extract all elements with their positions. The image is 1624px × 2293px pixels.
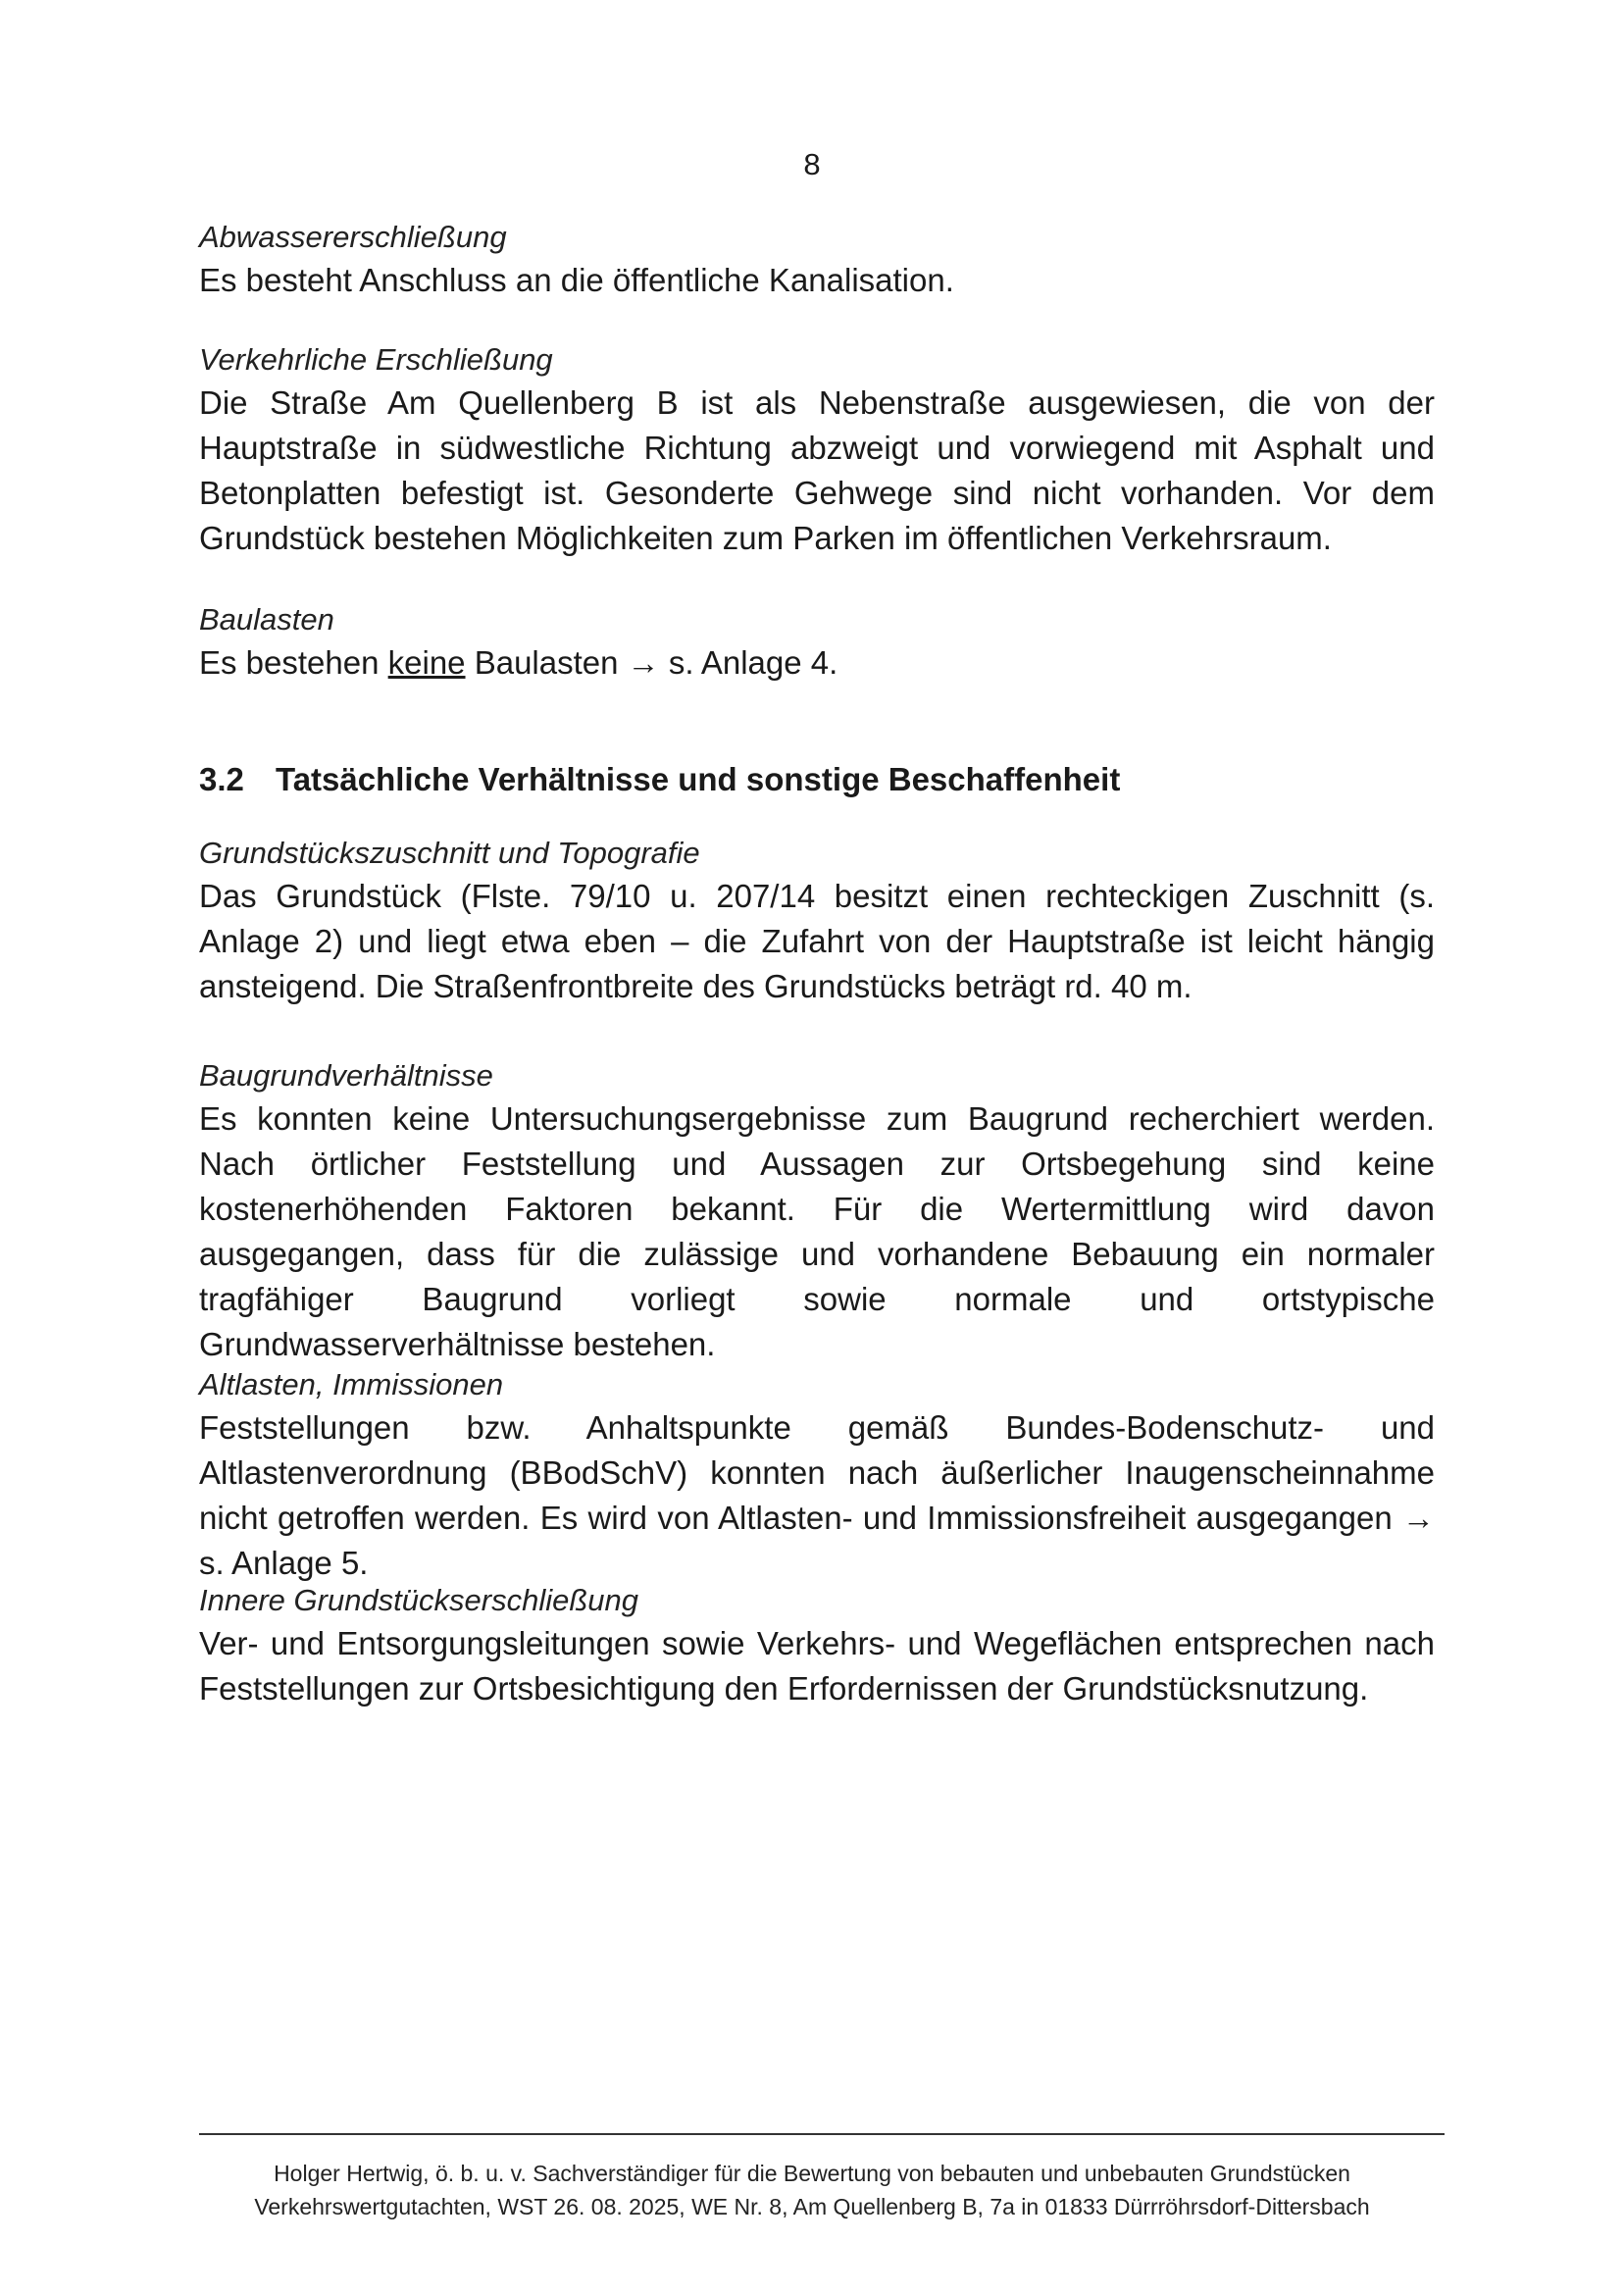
paragraph-verkehr: Die Straße Am Quellenberg B ist als Nebenstraße ausgewiesen, die von der Hauptstraße in südwestliche Richtung abzweigt und vorwiegend mit Asphalt und Betonplatten befestigt ist. Gesonderte Gehwege sind nicht vorhanden. Vor dem Grundstück bestehen Möglichkeiten zum Parken im öffentlichen Verkehrsraum.: [199, 384, 1435, 556]
footer-line-2: Verkehrswertgutachten, WST 26. 08. 2025, WE Nr. 8, Am Quellenberg B, 7a in 01833 Dürrröhrsdorf-Dittersbach: [254, 2194, 1370, 2219]
section-title: Tatsächliche Verhältnisse und sonstige Beschaffenheit: [276, 761, 1121, 797]
baulasten-underlined-word: keine: [387, 644, 466, 681]
paragraph-altlasten: Feststellungen bzw. Anhaltspunkte gemäß Bundes-Bodenschutz- und Altlastenverordnung (BBodSchV) konnten nach äußerlicher Inaugenscheinnahme nicht getroffen werden. Es wird von Altlasten- und Immissionsfreiheit ausgegangen → s. Anlage 5.: [199, 1409, 1435, 1581]
baulasten-text-after: Baulasten → s. Anlage 4.: [465, 644, 838, 681]
section-3-2-heading: [199, 760, 1435, 799]
subheading-abwasser: Abwassererschließung: [199, 220, 507, 254]
footer-divider: [199, 2133, 1445, 2135]
paragraph-grundstueck: Das Grundstück (Flste. 79/10 u. 207/14 besitzt einen rechteckigen Zuschnitt (s. Anlage 2) und liegt etwa eben – die Zufahrt von der Hauptstraße ist leicht hängig ansteigend. Die Straßenfrontbreite des Grundstücks beträgt rd. 40 m.: [199, 878, 1435, 1004]
paragraph-baugrund: Es konnten keine Untersuchungsergebnisse zum Baugrund recherchiert werden. Nach örtlicher Feststellung und Aussagen zur Ortsbegehung sind keine kostenerhöhenden Faktoren bekannt. Für die Wertermittlung wird davon ausgegangen, dass für die zulässige und vorhandene Bebauung ein normaler tragfähiger Baugrund vorliegt sowie normale und ortstypische Grundwasserverhältnisse bestehen.: [199, 1100, 1435, 1362]
footer-line-1: Holger Hertwig, ö. b. u. v. Sachverständiger für die Bewertung von bebauten und unbebauten Grundstücken: [274, 2161, 1350, 2186]
paragraph-baulasten: [199, 640, 1435, 686]
subheading-baugrund: Baugrundverhältnisse: [199, 1058, 493, 1093]
subsection-altlasten: [199, 1366, 1435, 1586]
subheading-innere: Innere Grundstückserschließung: [199, 1583, 639, 1617]
subheading-verkehr: Verkehrliche Erschließung: [199, 342, 553, 377]
subsection-grundstueck: [199, 835, 1435, 1009]
subsection-baugrund: [199, 1057, 1435, 1367]
section-baulasten: [199, 601, 1435, 686]
section-verkehr: [199, 341, 1435, 561]
page-number: 8: [803, 147, 821, 181]
section-heading: [199, 760, 1435, 799]
section-number: 3.2: [199, 761, 244, 797]
section-abwasser: [199, 219, 1435, 303]
paragraph-abwasser: Es besteht Anschluss an die öffentliche Kanalisation.: [199, 262, 954, 298]
subheading-grundstueck: Grundstückszuschnitt und Topografie: [199, 836, 700, 870]
subheading-baulasten: Baulasten: [199, 602, 334, 637]
subsection-innere: [199, 1582, 1435, 1711]
baulasten-text-before: Es bestehen: [199, 644, 388, 681]
paragraph-innere: Ver- und Entsorgungsleitungen sowie Verkehrs- und Wegeflächen entsprechen nach Feststellungen zur Ortsbesichtigung den Erfordernissen der Grundstücksnutzung.: [199, 1625, 1435, 1707]
subheading-altlasten: Altlasten, Immissionen: [199, 1367, 504, 1401]
